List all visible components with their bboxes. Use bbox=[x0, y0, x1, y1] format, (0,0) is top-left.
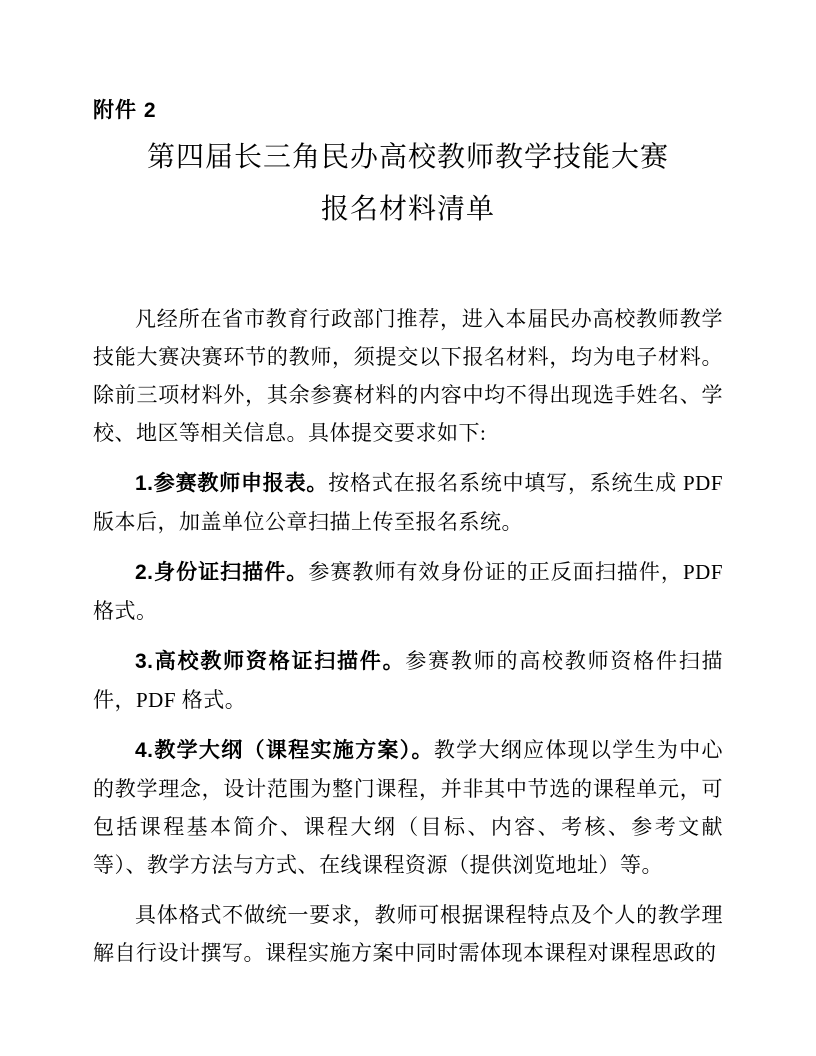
item-paragraph-3 bbox=[93, 642, 723, 719]
item-label-3: 3.高校教师资格证扫描件。 bbox=[135, 650, 406, 673]
item-paragraph-2 bbox=[93, 553, 723, 630]
doc-title bbox=[93, 132, 723, 236]
doc-title-line2: 报名材料清单 bbox=[320, 194, 495, 225]
item-text-1: 按格式在报名系统中填写，系统生成 PDF 版本后，加盖单位公章扫描上传至报名系统。 bbox=[93, 471, 723, 534]
doc-title-line1: 第四届长三角民办高校教师教学技能大赛 bbox=[146, 142, 669, 173]
item-text-2: 参赛教师有效身份证的正反面扫描件，PDF 格式。 bbox=[93, 560, 723, 623]
attachment-label: 附件 2 bbox=[93, 99, 157, 122]
item-text-3: 参赛教师的高校教师资格件扫描件，PDF 格式。 bbox=[93, 649, 724, 712]
item-paragraph-1 bbox=[93, 464, 723, 541]
closing-paragraph: 具体格式不做统一要求，教师可根据课程特点及个人的教学理解自行设计撰写。课程实施方案中同时需体现本课程对课程思政的 bbox=[93, 903, 723, 965]
item-label-1: 1.参赛教师申报表。 bbox=[135, 472, 329, 495]
item-label-4: 4.教学大纲（课程实施方案）。 bbox=[135, 739, 434, 762]
item-paragraph-4 bbox=[93, 731, 723, 884]
intro-paragraph: 凡经所在省市教育行政部门推荐，进入本届民办高校教师教学技能大赛决赛环节的教师，须提交以下报名材料，均为电子材料。除前三项材料外，其余参赛材料的内容中均不得出现选手姓名、学校、地区等相关信息。具体提交要求如下: bbox=[93, 307, 723, 445]
item-text-4: 教学大纲应体现以学生为中心的教学理念，设计范围为整门课程，并非其中节选的课程单元，可包括课程基本简介、课程大纲（目标、内容、考核、参考文献等）、教学方法与方式、在线课程资源（提供浏览地址）等。 bbox=[93, 738, 723, 877]
doc-body bbox=[93, 300, 723, 972]
item-label-2: 2.身份证扫描件。 bbox=[135, 561, 309, 584]
